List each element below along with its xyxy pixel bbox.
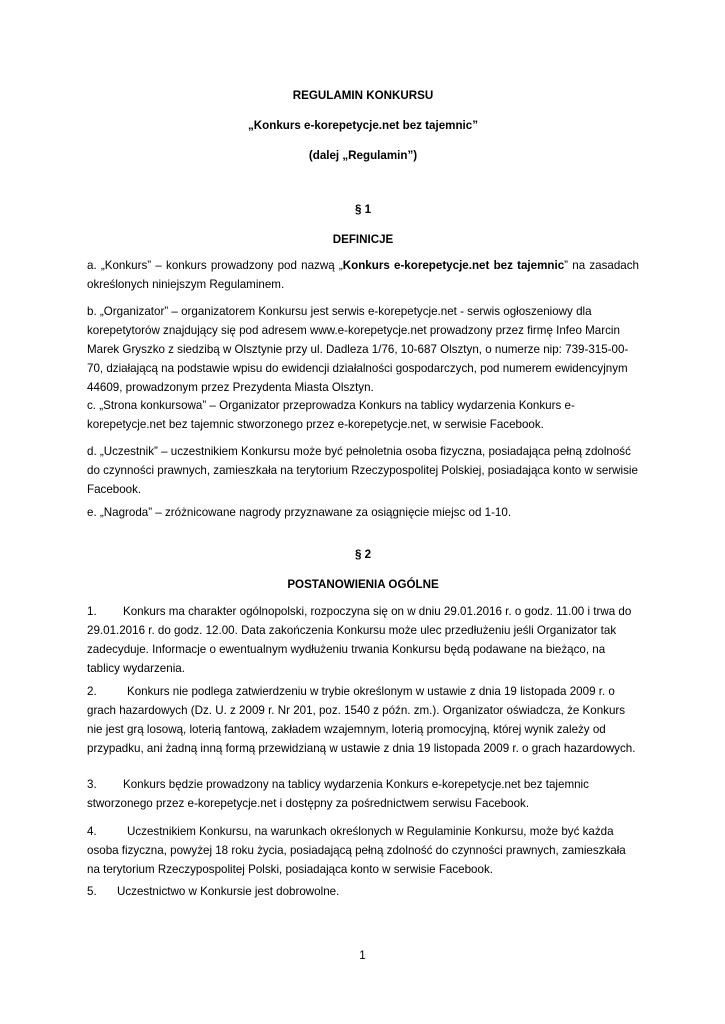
- section-2-mark: § 2: [354, 548, 372, 561]
- list-item-2-text: Konkurs nie podlega zatwierdzeniu w trybie określonym w ustawie z dnia 19 listopada 2009 r. o grach hazardowych (Dz. U. z 2009 r. Nr 201, poz. 1540 z późn. zm.). Organizator oświadcza, że Konkurs nie jest grą losową, loterią fantową, zakładem wzajemnym, loterią promocyjną, której wynik zależy od przypadku, ani żadną inną formą przewidzianą w ustawie z dnia 19 listopada 2009 r. o grach hazardowych.: [87, 685, 636, 755]
- definition-a-prefix: a. „Konkurs” – konkurs prowadzony pod nazwą „: [87, 259, 343, 272]
- page-number: 1: [359, 949, 366, 962]
- definition-b: b. „Organizator” – organizatorem Konkursu jest serwis e-korepetycje.net - serwis ogłoszeniowy dla korepetytorów znajdujący się pod adresem www.e-korepetycje.net prowadzony przez firmę Infeo Marcin Marek Gryszko z siedzibą w Olsztynie przy ul. Dadleza 1/76, 10-687 Olsztyn, o numerze nip: 739-315-00-70, działającą na podstawie wpisu do ewidencji działalności gospodarczych, pod numerem ewidencyjnym 44609, prowadzonym przez Prezydenta Miasta Olsztyn.: [87, 305, 629, 394]
- list-item-3-text: Konkurs będzie prowadzony na tablicy wydarzenia Konkurs e-korepetycje.net bez tajemnic stworzonego przez e-korepetycje.net i dostępny za pośrednictwem serwisu Facebook.: [87, 778, 589, 810]
- list-item-1-number: 1.: [87, 605, 97, 618]
- list-item-2: [87, 682, 639, 758]
- regulation-alias: (dalej „Regulamin”): [308, 149, 418, 162]
- list-item-5-text: Uczestnictwo w Konkursie jest dobrowolne.: [117, 885, 340, 898]
- list-item-5-number: 5.: [87, 885, 97, 898]
- list-item-4: [87, 822, 639, 879]
- definition-a-bold: Konkurs e-korepetycje.net bez tajemnic: [342, 259, 565, 272]
- definition-e: e. „Nagroda” – zróżnicowane nagrody przyznawane za osiągnięcie miejsc od 1-10.: [87, 506, 512, 519]
- list-item-1: [87, 602, 639, 678]
- list-item-5: [87, 882, 639, 901]
- list-item-3-number: 3.: [87, 778, 97, 791]
- section-1-mark: § 1: [354, 203, 372, 216]
- document-title: REGULAMIN KONKURSU: [292, 89, 434, 102]
- definition-a-suffix: ” na zasadach określonych niniejszym Regulaminem.: [87, 259, 639, 291]
- list-item-4-number: 4.: [87, 825, 97, 838]
- definition-a: [87, 256, 639, 294]
- list-item-1-text: Konkurs ma charakter ogólnopolski, rozpoczyna się on w dniu 29.01.2016 r. o godz. 11.00 i trwa do 29.01.2016 r. do godz. 12.00. Data zakończenia Konkursu może ulec przedłużeniu jeśli Organizator tak zadecyduje. Informacje o ewentualnym wydłużeniu trwania Konkursu będą podawane na bieżąco, na tablicy wydarzenia.: [87, 605, 632, 675]
- section-2-heading: POSTANOWIENIA OGÓLNE: [287, 578, 439, 591]
- list-item-4-text: Uczestnikiem Konkursu, na warunkach określonych w Regulaminie Konkursu, może być każda osoba fizyczna, powyżej 18 roku życia, posiadającą pełną zdolność do czynności prawnych, zamieszkała na terytorium Rzeczypospolitej Polski, posiadająca konto w serwisie Facebook.: [87, 825, 626, 876]
- contest-name: „Konkurs e-korepetycje.net bez tajemnic”: [247, 119, 478, 132]
- definition-d: d. „Uczestnik” – uczestnikiem Konkursu może być pełnoletnia osoba fizyczna, posiadająca pełną zdolność do czynności prawnych, zamieszkała na terytorium Rzeczypospolitej Polskiej, posiadająca konto w serwisie Facebook.: [87, 445, 638, 496]
- section-1-heading: DEFINICJE: [332, 233, 394, 246]
- list-item-2-number: 2.: [87, 685, 97, 698]
- list-item-3: [87, 775, 639, 813]
- definition-c: c. „Strona konkursowa” – Organizator przeprowadza Konkurs na tablicy wydarzenia Konkurs e-korepetycje.net bez tajemnic stworzonego przez e-korepetycje.net, w serwisie Facebook.: [87, 399, 575, 431]
